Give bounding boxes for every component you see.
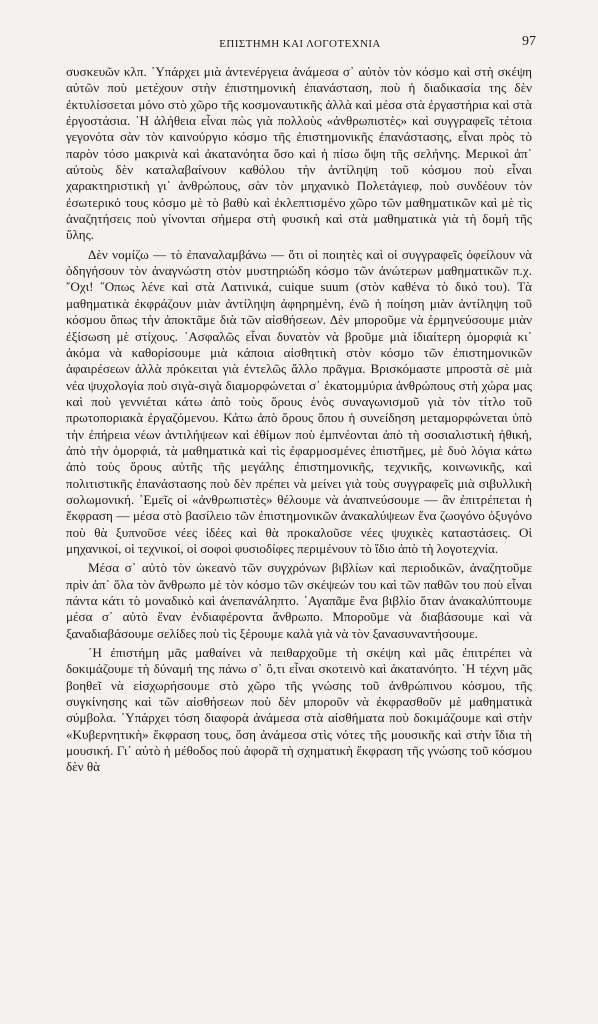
running-title: ΕΠΙΣΤΗΜΗ ΚΑΙ ΛΟΓΟΤΕΧΝΙΑ xyxy=(219,38,381,50)
page-number: 97 xyxy=(522,34,536,49)
paragraph: ῾Η ἐπιστήμη μᾶς μαθαίνει νὰ πειθαρχοῦμε τὴ σκέψη καὶ μᾶς ἐπιτρέπει νὰ δοκιμάζουμε τὴ δύναμή της πάνω σ᾽ ὅ,τι εἶναι σκοτεινὸ καὶ ἀκατανόητο. ῾Η τέχνη μᾶς βοηθεῖ νὰ εἰσχωρήσουμε στὸ χῶρο τῆς γνώσης τοῦ ἀνθρώπινου κόσμου, τῆς συγκίνησης καὶ τῶν αἰσθήσεων ποὺ δὲν μποροῦν νὰ ἐκφρασθοῦν μὲ μαθηματικὰ σύμβολα. ῾Υπάρχει τόση διαφορὰ ἀνάμεσα στὰ αἰσθήματα ποὺ δοκιμάζουμε καὶ στὴν «Κυβερνητικὴ» ἔκφραση τους, ὅση ἀνάμεσα στὶς νότες τῆς μουσικῆς καὶ στὴν ἴδια τὴ μουσική. Γι᾽ αὐτὸ ἡ μέθοδος ποὺ ἀφορᾶ τὴ σχηματικὴ ἔκφραση τῆς γνώσης τοῦ κόσμου δὲν θὰ xyxy=(66,645,532,775)
body-text xyxy=(66,64,532,776)
paragraph: συσκευῶν κλπ. ῾Υπάρχει μιὰ ἀντενέργεια ἀνάμεσα σ᾽ αὐτὸν τὸν κόσμο καὶ στὴ σκέψη αὐτῶν ποὺ μετέχουν στὴν ἐπιστημονικὴ ἐπανάσταση, ποὺ ἡ διαδικασία της δὲν ἐκτυλίσσεται μόνο στὸ χῶρο τῆς κοσμοναυτικῆς ἀλλὰ καὶ μέσα στὰ ἐργαστήρια καὶ στὰ ἐργοστάσια. ῾Η ἀλήθεια εἶναι πὼς γιὰ πολλοὺς «ἀνθρωπιστὲς» καὶ συγγραφεῖς τέτοια γεγονότα σὰν τὸν καινούργιο κόσμο τῆς ἐπιστημονικῆς ἐπανάστασης, εἶναι πρὸς τὸ παρὸν τόσο μακρινὰ καὶ ἀκατανόητα ὅσο καὶ ἡ πίσω ὄψη τῆς σελήνης. Μερικοὶ ἀπ᾽ αὐτοὺς δὲν καταλαβαίνουν καθόλου τὴν ἀντίληψη τοῦ κόσμου ποὺ εἶναι χαρακτηριστικὴ γι᾽ ἀνθρώπους, σὰν τὸν μηχανικὸ Πολετάγιεφ, ποὺ συνδέουν τὸν ἐσωτερικό τους κόσμο μὲ τὸ βαθὺ καὶ ἐκλεπτισμένο χῶρο τῶν μαθηματικῶν καὶ μὲ τὶς ἀναζητήσεις ποὺ γίνονται σήμερα στὴ φυσικὴ καὶ στὰ μαθηματικὰ γιὰ τὴ δομὴ τῆς ὕλης. xyxy=(66,64,532,243)
paragraph: Δὲν νομίζω — τὸ ἐπαναλαμβάνω — ὅτι οἱ ποιητὲς καὶ οἱ συγγραφεῖς ὀφείλουν νὰ ὁδηγήσουν τὸν ἀναγνώστη στὸν μυστηριώδη κόσμο τῶν ἀνώτερων μαθηματικῶν π.χ. ῎Οχι! ῞Οπως λένε καὶ στὰ Λατινικά, cuique suum (στὸν καθένα τὸ δικό του). Τὰ μαθηματικὰ ἐκφράζουν μιὰν ἀντίληψη ἀφηρημένη, ἐνῶ ἡ ποίηση μιὰν ἀντίληψη τοῦ κόσμου ὅπως τὴν ἀποκτᾶμε διὰ τῶν αἰσθήσεων. Δὲν μποροῦμε νὰ ἑρμηνεύσουμε μιὰν ἐξίσωση μὲ στίχους. ᾽Ασφαλῶς εἶναι δυνατὸν νὰ βροῦμε μιὰ ἰδιαίτερη ὀμορφιὰ κι᾽ ἀκόμα νὰ καθορίσουμε μιὰ κάποια αἰσθητικὴ στὸν κόσμο τῶν ἐπιστημονικῶν ἀφαιρέσεων ἀλλὰ πρόκειται γιὰ ἐντελῶς ἄλλο πρᾶγμα. Βρισκόμαστε μπροστὰ σὲ μιὰ νέα ψυχολογία ποὺ σιγὰ-σιγὰ διαμορφώνεται σ᾽ ἑκατομμύρια ἀνθρώπους στὴ χώρα μας καὶ ποὺ γεννιέται κάτω ἀπὸ τοὺς ὅρους ἑνὸς συναγωνισμοῦ γιὰ τὸν τίτλο τοῦ πρωτοποριακὰ ἐργαζόμενου. Κάτω ἀπὸ ὅρους ὅπου ἡ συνείδηση μεταμορφώνεται ὑπὸ τὴν ἐπήρεια νέων ἀντιλήψεων καὶ ἐθίμων ποὺ ἐμπνέονται ἀπὸ τὴ σοσιαλιστικὴ ἠθική, ἀπὸ τὴν ὀμορφιά, τὰ μαθηματικὰ καὶ τὶς ἐφαρμοσμένες ἐπιστῆμες, μὲ δυὸ λόγια κάτω ἀπὸ τοὺς ὅρους αὐτῆς τῆς μεγάλης ἐπιστημονικῆς, τεχνικῆς, κοινωνικῆς, καὶ πολιτιστικῆς ἐπανάστασης ποὺ δὲν πρέπει νὰ μείνει γιὰ τοὺς συγγραφεῖς μιὰ σιβυλλικὴ σολωμονική. ᾽Εμεῖς οἱ «ἀνθρωπιστὲς» θέλουμε νὰ ἀναπνεύσουμε — ἂν ἐπιτρέπεται ἡ ἔκφραση — μέσα στὸ βασίλειο τῶν ἐπιστημονικῶν ἀνακαλύψεων ἕνα ζωογόνο ὀξυγόνο ποὺ θὰ ξυπνοῦσε νέες ἰδέες καὶ θὰ προκαλοῦσε νέες ψυχικὲς καταστάσεις. Οἱ μηχανικοί, οἱ τεχνικοί, οἱ σοφοὶ φυσιοδίφες περιμένουν τὸ ἴδιο ἀπὸ τὴ λογοτεχνία. xyxy=(66,246,532,556)
paragraph: Μέσα σ᾽ αὐτὸ τὸν ὠκεανὸ τῶν συγχρόνων βιβλίων καὶ περιοδικῶν, ἀναζητοῦμε πρὶν ἀπ᾽ ὅλα τὸν ἄνθρωπο μὲ τὸν κόσμο τῶν σκέψεών του καὶ τῶν παθῶν του ποὺ εἶναι πάντα κάτι τὸ μοναδικὸ καὶ ἀνεπανάληπτο. ᾽Αγαπᾶμε ἕνα βιβλίο ὅταν ἀνακαλύπτουμε μέσα σ᾽ αὐτὸ ἕναν ἐνδιαφέροντα ἄνθρωπο. Μποροῦμε νὰ διαβάσουμε καὶ νὰ ξαναδιαβάσουμε σελίδες ποὺ τὶς ξέρουμε καλὰ γιὰ νὰ τὸν ξανασυναντήσουμε. xyxy=(66,560,532,641)
